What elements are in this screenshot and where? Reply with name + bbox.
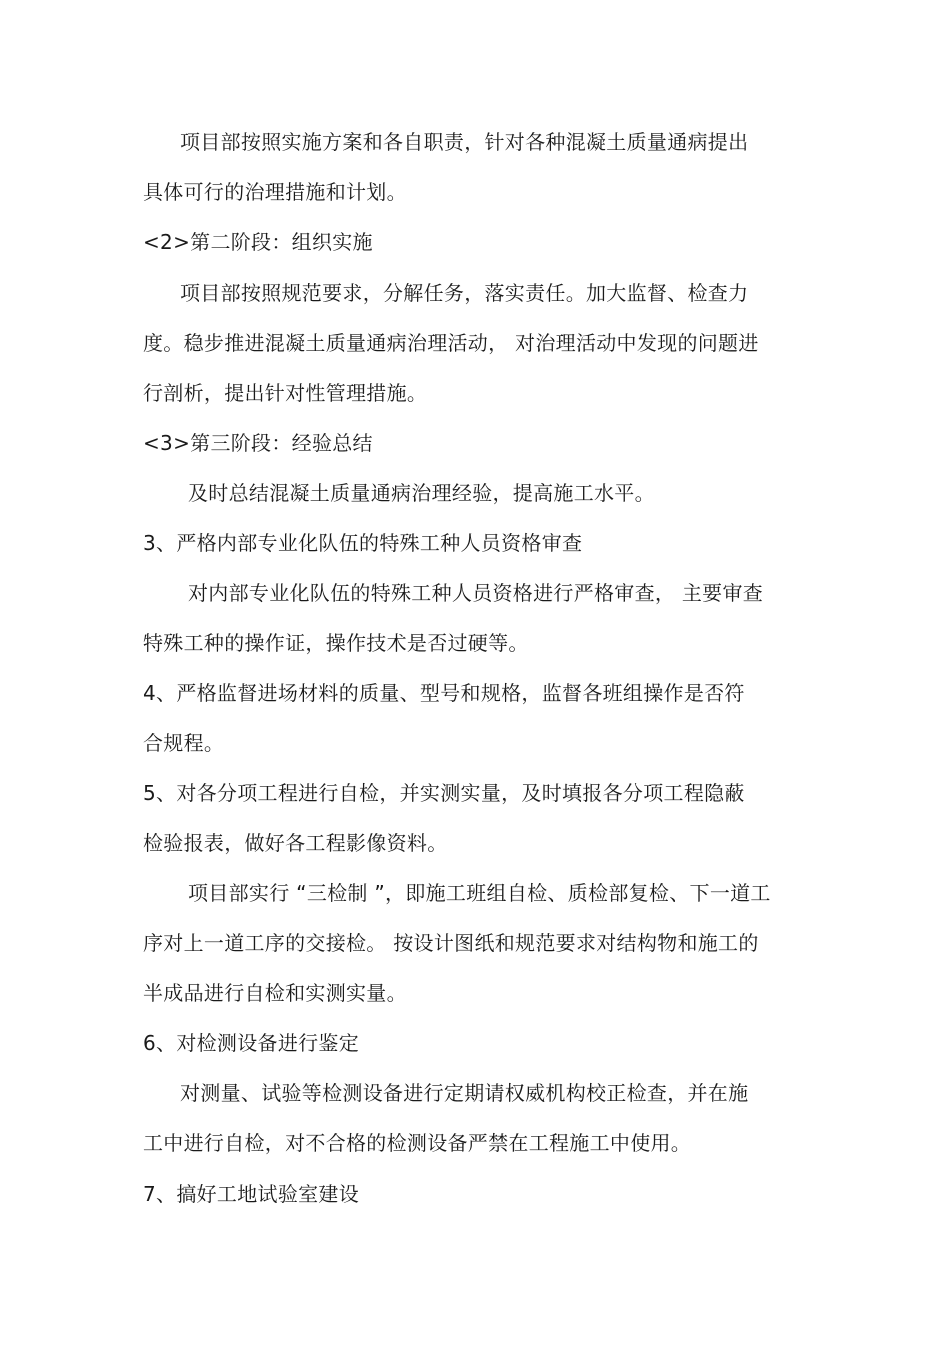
section-heading: 3、严格内部专业化队伍的特殊工种人员资格审查	[143, 531, 583, 555]
paragraph-line: 对内部专业化队伍的特殊工种人员资格进行严格审查， 主要审查	[188, 581, 764, 605]
paragraph-line: 序对上一道工序的交接检。 按设计图纸和规范要求对结构物和施工的	[143, 931, 759, 955]
paragraph-line: 项目部按照实施方案和各自职责，针对各种混凝土质量通病提出	[180, 130, 749, 154]
paragraph-line: 度。稳步推进混凝土质量通病治理活动， 对治理活动中发现的问题进	[143, 331, 759, 355]
section-heading: 4、严格监督进场材料的质量、型号和规格，监督各班组操作是否符	[143, 681, 745, 705]
section-heading: 7、搞好工地试验室建设	[143, 1182, 360, 1206]
paragraph-line: 工中进行自检，对不合格的检测设备严禁在工程施工中使用。	[143, 1131, 692, 1155]
section-heading: <2>第二阶段：组织实施	[143, 230, 373, 254]
section-heading: 6、对检测设备进行鉴定	[143, 1031, 360, 1055]
paragraph-line: 项目部按照规范要求，分解任务，落实责任。加大监督、检查力	[180, 281, 749, 305]
paragraph-line: 行剖析，提出针对性管理措施。	[143, 381, 428, 405]
section-heading: 5、对各分项工程进行自检，并实测实量，及时填报各分项工程隐蔽	[143, 781, 745, 805]
section-heading: <3>第三阶段：经验总结	[143, 431, 373, 455]
paragraph-line: 及时总结混凝土质量通病治理经验，提高施工水平。	[188, 481, 655, 505]
paragraph-line: 具体可行的治理措施和计划。	[143, 180, 407, 204]
paragraph-line: 特殊工种的操作证，操作技术是否过硬等。	[143, 631, 529, 655]
paragraph-line: 合规程。	[143, 731, 225, 755]
paragraph-line: 对测量、试验等检测设备进行定期请权威机构校正检查，并在施	[180, 1081, 749, 1105]
paragraph-line: 检验报表，做好各工程影像资料。	[143, 831, 448, 855]
paragraph-line: 半成品进行自检和实测实量。	[143, 981, 407, 1005]
paragraph-line: 项目部实行 “三检制 ”，即施工班组自检、质检部复检、下一道工	[188, 881, 771, 905]
